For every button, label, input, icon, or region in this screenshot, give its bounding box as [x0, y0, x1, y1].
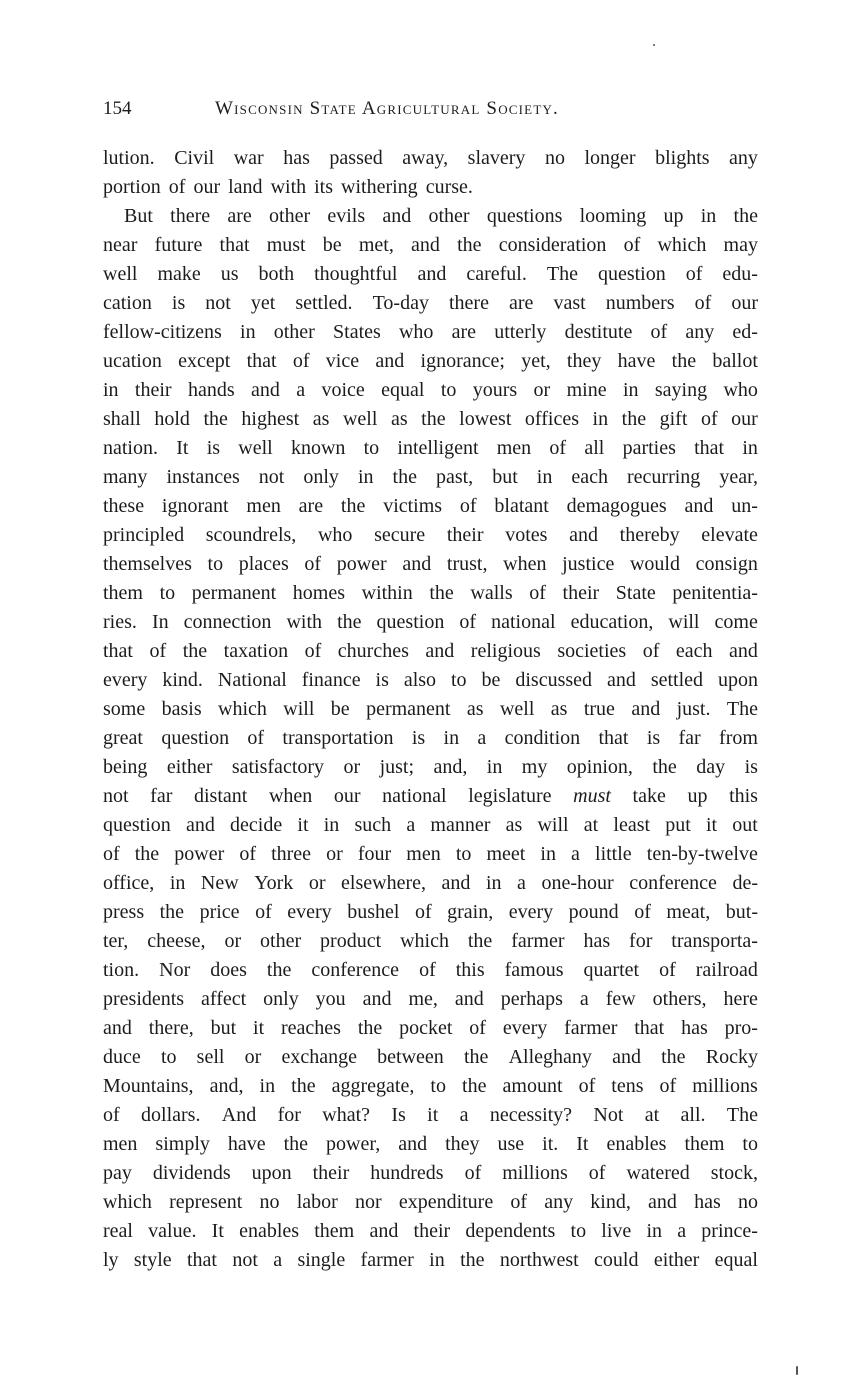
text-line: presidents affect only you and me, and perhaps a few others, here: [103, 988, 758, 1010]
text-line: in their hands and a voice equal to yours or mine in saying who: [103, 379, 758, 401]
text-line: ter, cheese, or other product which the farmer has for transporta-: [103, 930, 758, 952]
text-line: nation. It is well known to intelligent men of all parties that in: [103, 437, 758, 459]
text-line: office, in New York or elsewhere, and in a one-hour conference de-: [103, 872, 758, 894]
text-line: and there, but it reaches the pocket of every farmer that has pro-: [103, 1017, 758, 1039]
text-line: men simply have the power, and they use it. It enables them to: [103, 1133, 758, 1155]
text-line: question and decide it in such a manner as will at least put it out: [103, 814, 758, 836]
page-header: [103, 98, 758, 128]
text-line: being either satisfactory or just; and, in my opinion, the day is: [103, 756, 758, 778]
text-line: them to permanent homes within the walls of their State penitentia-: [103, 582, 758, 604]
text-line: fellow-citizens in other States who are utterly destitute of any ed-: [103, 321, 758, 343]
text-line: ries. In connection with the question of national education, will come: [103, 611, 758, 633]
text-line: every kind. National finance is also to be discussed and settled upon: [103, 669, 758, 691]
text-line: cation is not yet settled. To-day there are vast numbers of our: [103, 292, 758, 314]
text-line: principled scoundrels, who secure their votes and thereby elevate: [103, 524, 758, 546]
text-line: near future that must be met, and the consideration of which may: [103, 234, 758, 256]
text-line: great question of transportation is in a condition that is far from: [103, 727, 758, 749]
text-line: that of the taxation of churches and religious societies of each and: [103, 640, 758, 662]
text-line: tion. Nor does the conference of this famous quartet of railroad: [103, 959, 758, 981]
text-line: not far distant when our national legislature must take up this: [103, 785, 758, 807]
running-head: Wisconsin State Agricultural Society.: [215, 98, 560, 119]
text-line: portion of our land with its withering curse.: [103, 176, 473, 198]
text-line: real value. It enables them and their dependents to live in a prince-: [103, 1220, 758, 1242]
text-line: these ignorant men are the victims of blatant demagogues and un-: [103, 495, 758, 517]
page-number: 154: [103, 98, 132, 119]
text-line: shall hold the highest as well as the lowest offices in the gift of our: [103, 408, 758, 430]
scan-speck: [653, 44, 655, 46]
body-text: [103, 144, 758, 1275]
text-line: duce to sell or exchange between the Alleghany and the Rocky: [103, 1046, 758, 1068]
text-line: some basis which will be permanent as well as true and just. The: [103, 698, 758, 720]
text-line: ucation except that of vice and ignorance; yet, they have the ballot: [103, 350, 758, 372]
text-line: ly style that not a single farmer in the northwest could either equal: [103, 1249, 758, 1271]
text-line: themselves to places of power and trust, when justice would consign: [103, 553, 758, 575]
scan-speck: [796, 1366, 798, 1375]
text-line: lution. Civil war has passed away, slavery no longer blights any: [103, 147, 758, 169]
text-line: of the power of three or four men to meet in a little ten-by-twelve: [103, 843, 758, 865]
text-line: Mountains, and, in the aggregate, to the amount of tens of millions: [103, 1075, 758, 1097]
text-line: of dollars. And for what? Is it a necessity? Not at all. The: [103, 1104, 758, 1126]
text-line: press the price of every bushel of grain, every pound of meat, but-: [103, 901, 758, 923]
text-line: But there are other evils and other questions looming up in the: [124, 205, 758, 227]
text-line: well make us both thoughtful and careful. The question of edu-: [103, 263, 758, 285]
text-line: many instances not only in the past, but in each recurring year,: [103, 466, 758, 488]
text-line: which represent no labor nor expenditure of any kind, and has no: [103, 1191, 758, 1213]
text-line: pay dividends upon their hundreds of millions of watered stock,: [103, 1162, 758, 1184]
